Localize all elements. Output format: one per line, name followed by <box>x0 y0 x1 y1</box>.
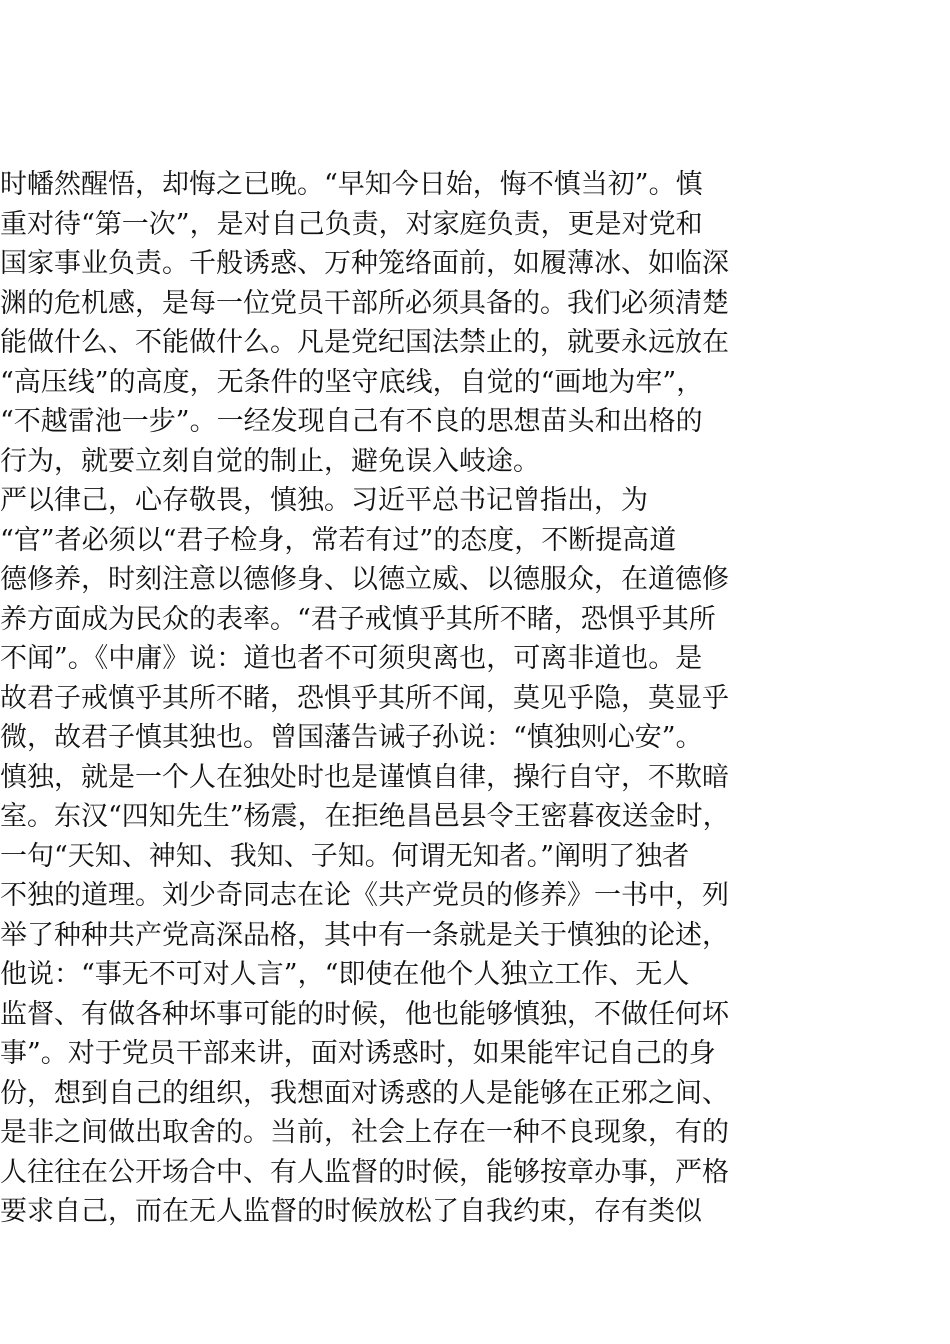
text-line <box>0 363 950 403</box>
text-line-content: 他说：“事无不可对人言”，“即使在他个人独立工作、无人 <box>0 959 690 990</box>
text-line-content: 慎独，就是一个人在独处时也是谨慎自律，操行自守，不欺暗 <box>0 762 729 793</box>
text-line <box>0 244 950 284</box>
text-line-content: 渊的危机感，是每一位党员干部所必须具备的。我们必须清楚 <box>0 288 729 319</box>
text-line-content: 不闻”。《中庸》说：道也者不可须臾离也，可离非道也。是 <box>0 643 703 674</box>
text-line-content: 时幡然醒悟，却悔之已晚。“早知今日始，悔不慎当初”。慎 <box>0 169 703 200</box>
text-line-content: 室。东汉“四知先生”杨震，在拒绝昌邑县令王密暮夜送金时， <box>0 801 730 832</box>
text-line <box>0 600 950 640</box>
text-line <box>0 639 950 679</box>
text-line <box>0 916 950 956</box>
text-line-content: 微，故君子慎其独也。曾国藩告诫子孙说：“慎独则心安”。 <box>0 722 703 753</box>
text-line-content: “不越雷池一步”。一经发现自己有不良的思想苗头和出格的 <box>0 406 703 437</box>
text-line <box>0 758 950 798</box>
text-line <box>0 323 950 363</box>
text-line-content: 严以律己，心存敬畏，慎独。习近平总书记曾指出，为 <box>0 485 648 516</box>
text-line-content: 能做什么、不能做什么。凡是党纪国法禁止的，就要永远放在 <box>0 327 729 358</box>
text-line <box>0 679 950 719</box>
text-line <box>0 1113 950 1153</box>
text-line-content: 重对待“第一次”，是对自己负责，对家庭负责，更是对党和 <box>0 209 703 240</box>
text-line-content: 行为，就要立刻自觉的制止，避免误入岐途。 <box>0 446 540 477</box>
text-line <box>0 165 950 205</box>
text-line-content: 举了种种共产党高深品格，其中有一条就是关于慎独的论述， <box>0 920 729 951</box>
text-line <box>0 402 950 442</box>
text-line <box>0 1153 950 1193</box>
text-line-content: 要求自己，而在无人监督的时候放松了自我约束，存有类似 <box>0 1196 702 1227</box>
text-line-content: 份，想到自己的组织，我想面对诱惑的人是能够在正邪之间、 <box>0 1078 729 1109</box>
text-line-content: 不独的道理。刘少奇同志在论《共产党员的修养》一书中，列 <box>0 880 729 911</box>
text-line <box>0 521 950 561</box>
text-line-content: “高压线”的高度，无条件的坚守底线，自觉的“画地为牢”， <box>0 367 704 398</box>
text-line-content: 德修养，时刻注意以德修身、以德立威、以德服众，在道德修 <box>0 564 729 595</box>
text-line <box>0 995 950 1035</box>
text-line-content: 国家事业负责。千般诱惑、万种笼络面前，如履薄冰、如临深 <box>0 248 729 279</box>
text-line <box>0 205 950 245</box>
text-line <box>0 442 950 482</box>
text-line-content: 养方面成为民众的表率。“君子戒慎乎其所不睹，恐惧乎其所 <box>0 604 716 635</box>
text-line-content: 事”。对于党员干部来讲，面对诱惑时，如果能牢记自己的身 <box>0 1038 716 1069</box>
paragraph-first-line <box>0 481 950 521</box>
text-line <box>0 837 950 877</box>
text-line <box>0 284 950 324</box>
text-line <box>0 955 950 995</box>
text-line-content: 是非之间做出取舍的。当前，社会上存在一种不良现象，有的 <box>0 1117 729 1148</box>
text-line-content: 监督、有做各种坏事可能的时候，他也能够慎独，不做任何坏 <box>0 999 729 1030</box>
text-line <box>0 797 950 837</box>
text-line <box>0 1192 950 1232</box>
text-line <box>0 876 950 916</box>
text-line-content: 人往往在公开场合中、有人监督的时候，能够按章办事，严格 <box>0 1157 729 1188</box>
text-line <box>0 718 950 758</box>
text-line-content: “官”者必须以“君子检身，常若有过”的态度，不断提高道 <box>0 525 677 556</box>
text-line <box>0 560 950 600</box>
text-line <box>0 1034 950 1074</box>
text-line <box>0 1074 950 1114</box>
text-line-content: 一句“天知、神知、我知、子知。何谓无知者。”阐明了独者 <box>0 841 690 872</box>
text-line-content: 故君子戒慎乎其所不睹，恐惧乎其所不闻，莫见乎隐，莫显乎 <box>0 683 729 714</box>
